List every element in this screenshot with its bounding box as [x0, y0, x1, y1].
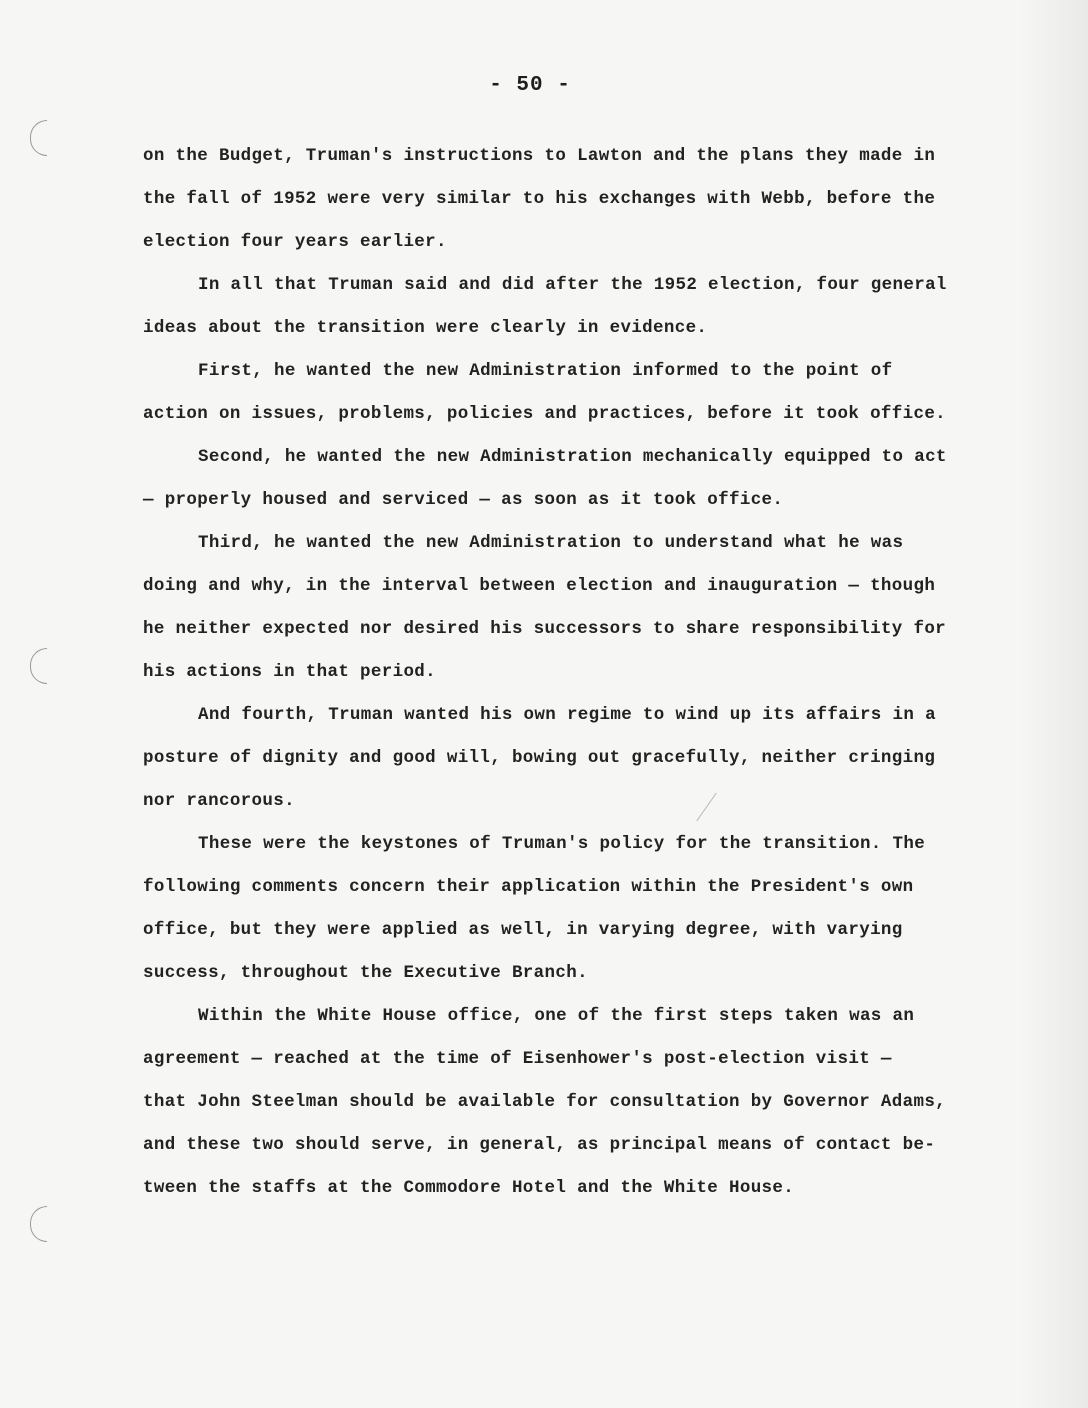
punch-hole-bottom: [30, 1206, 47, 1242]
text-line: on the Budget, Truman's instructions to Lawton and the plans they made in: [143, 146, 936, 166]
text-line: Within the White House office, one of the first steps taken was an: [198, 1006, 915, 1026]
text-line: action on issues, problems, policies and practices, before it took office.: [143, 404, 947, 424]
text-line: office, but they were applied as well, in varying degree, with varying: [143, 920, 903, 940]
text-line: the fall of 1952 were very similar to his exchanges with Webb, before the: [143, 189, 936, 209]
text-line: — properly housed and serviced — as soon as it took office.: [143, 490, 784, 510]
text-line: First, he wanted the new Administration informed to the point of: [198, 361, 893, 381]
text-line: agreement — reached at the time of Eisenhower's post-election visit —: [143, 1049, 892, 1069]
text-line: And fourth, Truman wanted his own regime to wind up its affairs in a: [198, 705, 936, 725]
text-line: that John Steelman should be available for consultation by Governor Adams,: [143, 1092, 947, 1112]
text-line: he neither expected nor desired his successors to share responsibility for: [143, 619, 947, 639]
stray-pen-mark: [696, 793, 716, 821]
text-line: These were the keystones of Truman's policy for the transition. The: [198, 834, 926, 854]
text-line: ideas about the transition were clearly in evidence.: [143, 318, 708, 338]
text-line: In all that Truman said and did after the 1952 election, four general: [198, 275, 947, 295]
text-line: election four years earlier.: [143, 232, 447, 252]
text-line: following comments concern their application within the President's own: [143, 877, 914, 897]
page-edge-shadow: [1018, 0, 1088, 1408]
punch-hole-top: [30, 120, 47, 156]
text-line: Third, he wanted the new Administration to understand what he was: [198, 533, 904, 553]
text-line: doing and why, in the interval between election and inauguration — though: [143, 576, 936, 596]
text-line: tween the staffs at the Commodore Hotel and the White House.: [143, 1178, 795, 1198]
text-line: nor rancorous.: [143, 791, 295, 811]
text-line: his actions in that period.: [143, 662, 436, 682]
text-line: Second, he wanted the new Administration mechanically equipped to act: [198, 447, 947, 467]
text-line: posture of dignity and good will, bowing out gracefully, neither cringing: [143, 748, 936, 768]
text-line: success, throughout the Executive Branch.: [143, 963, 588, 983]
page-number: - 50 -: [489, 74, 571, 97]
punch-hole-middle: [30, 648, 47, 684]
text-line: and these two should serve, in general, as principal means of contact be-: [143, 1135, 936, 1155]
